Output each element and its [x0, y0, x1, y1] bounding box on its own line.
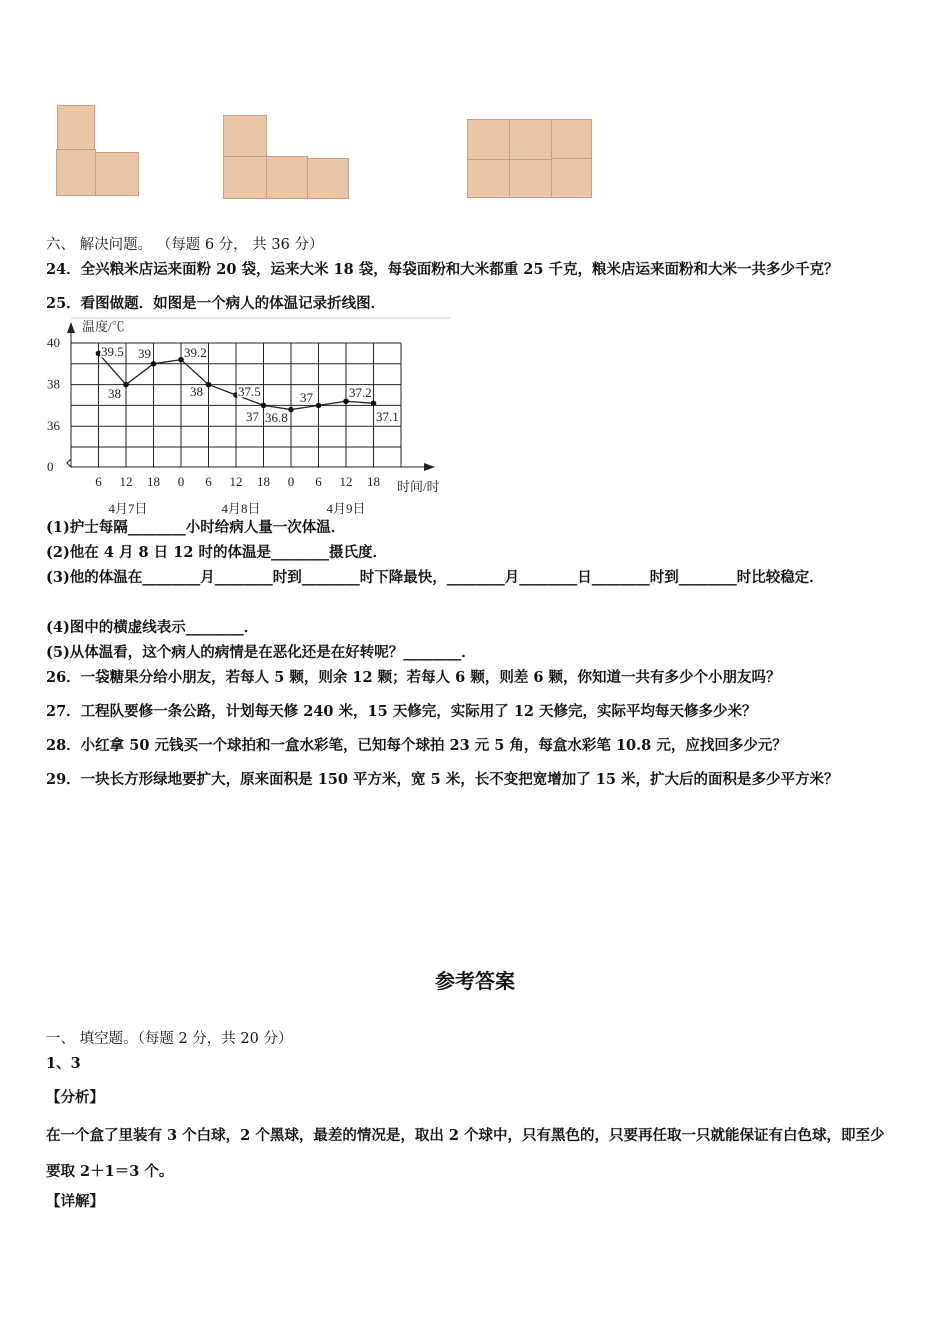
question-25-2: (2)他在 4 月 8 日 12 时的体温是________摄氏度． — [46, 544, 387, 561]
y-axis-break — [67, 447, 71, 467]
x-tick-label: 12 — [339, 474, 353, 489]
question-26: 26．一袋糖果分给小朋友，若每人 5 颗，则余 12 颗；若每人 6 颗，则差 6 颗，你知道一共有多少个小朋友吗？ — [46, 669, 781, 686]
x-tick-label: 18 — [367, 474, 380, 489]
question-25-4: (4)图中的横虚线表示________． — [46, 619, 259, 636]
day-label: 4月7日 — [108, 501, 148, 516]
question-24: 24．全兴粮米店运来面粉 20 袋，运来大米 18 袋，每袋面粉和大米都重 25 千克，粮米店运来面粉和大米一共多少千克？ — [46, 261, 839, 278]
data-point — [343, 398, 349, 404]
day-label: 4月8日 — [221, 501, 261, 516]
analysis-label: 【分析】 — [46, 1089, 104, 1106]
y-axis-arrow-icon — [67, 322, 75, 333]
data-label: 38 — [190, 384, 203, 399]
question-25: 25．看图做题．如图是一个病人的体温记录折线图． — [46, 295, 386, 312]
x-axis-label: 时间/时 — [397, 479, 440, 494]
answers-title: 参考答案 — [435, 969, 515, 993]
temperature-line-chart — [40, 310, 460, 520]
answer-1: 1、3 — [46, 1055, 81, 1072]
x-tick-label: 12 — [119, 474, 133, 489]
y-tick-label: 38 — [47, 376, 60, 392]
x-tick-label: 6 — [205, 474, 212, 489]
data-label: 37.5 — [238, 384, 261, 399]
x-tick-label: 18 — [257, 474, 270, 489]
data-point — [316, 403, 322, 409]
data-label: 37 — [300, 390, 313, 405]
y-tick-label: 36 — [47, 418, 60, 434]
day-label: 4月9日 — [326, 501, 366, 516]
question-25-1: (1)护士每隔________小时给病人量一次体温． — [46, 519, 346, 536]
data-label: 39.2 — [184, 345, 207, 360]
y-axis-label: 温度/℃ — [82, 319, 125, 334]
x-axis-arrow-icon — [424, 463, 435, 471]
section-heading: 六、 解决问题。 （每题 6 分， 共 36 分） — [46, 237, 324, 253]
analysis-text: 在一个盒了里装有 3 个白球，2 个黑球，最差的情况是，取出 2 个球中，只有黑色的，只要再任取一只就能保证有白色球，即至少要取 2＋1＝3 个。 — [46, 1127, 885, 1180]
data-label: 36.8 — [265, 410, 288, 425]
data-label: 37.2 — [349, 385, 372, 400]
question-28: 28．小红拿 50 元钱买一个球拍和一盒水彩笔，已知每个球拍 23 元 5 角，每盒水彩笔 10.8 元，应找回多少元？ — [46, 737, 787, 754]
data-point — [123, 382, 129, 388]
x-tick-label: 18 — [147, 474, 160, 489]
question-29: 29．一块长方形绿地要扩大，原来面积是 150 平方米，宽 5 米，长不变把宽增加了 15 米，扩大后的面积是多少平方米？ — [46, 771, 839, 788]
data-label: 39 — [138, 346, 151, 361]
y-tick-label: 40 — [47, 335, 60, 350]
data-label: 39.5 — [101, 344, 124, 359]
data-point — [206, 382, 212, 388]
data-point — [261, 403, 267, 409]
data-label: 37 — [246, 409, 259, 424]
question-25-3: (3)他的体温在________月________时到________时下降最快，________月________日________时到________时比较稳定． — [46, 569, 824, 586]
x-tick-label: 0 — [177, 474, 185, 489]
detail-label: 【详解】 — [46, 1193, 104, 1210]
data-point — [288, 407, 294, 413]
x-tick-label: 12 — [229, 474, 243, 489]
data-point — [178, 357, 184, 363]
data-point — [151, 361, 157, 367]
question-27: 27．工程队要修一条公路，计划每天修 240 米，15 天修完，实际用了 12 天修完，实际平均每天修多少米？ — [46, 703, 757, 720]
x-tick-label: 0 — [287, 474, 295, 489]
data-label: 37.1 — [376, 409, 399, 424]
y-tick-label: 0 — [47, 459, 54, 474]
x-tick-label: 6 — [95, 474, 102, 489]
data-label: 38 — [108, 386, 121, 401]
data-point — [371, 401, 377, 407]
x-tick-label: 6 — [315, 474, 322, 489]
answers-section-heading: 一、 填空题。（每题 2 分，共 20 分） — [46, 1031, 293, 1047]
question-25-5: (5)从体温看，这个病人的病情是在恶化还是在好转呢？________． — [46, 644, 476, 661]
